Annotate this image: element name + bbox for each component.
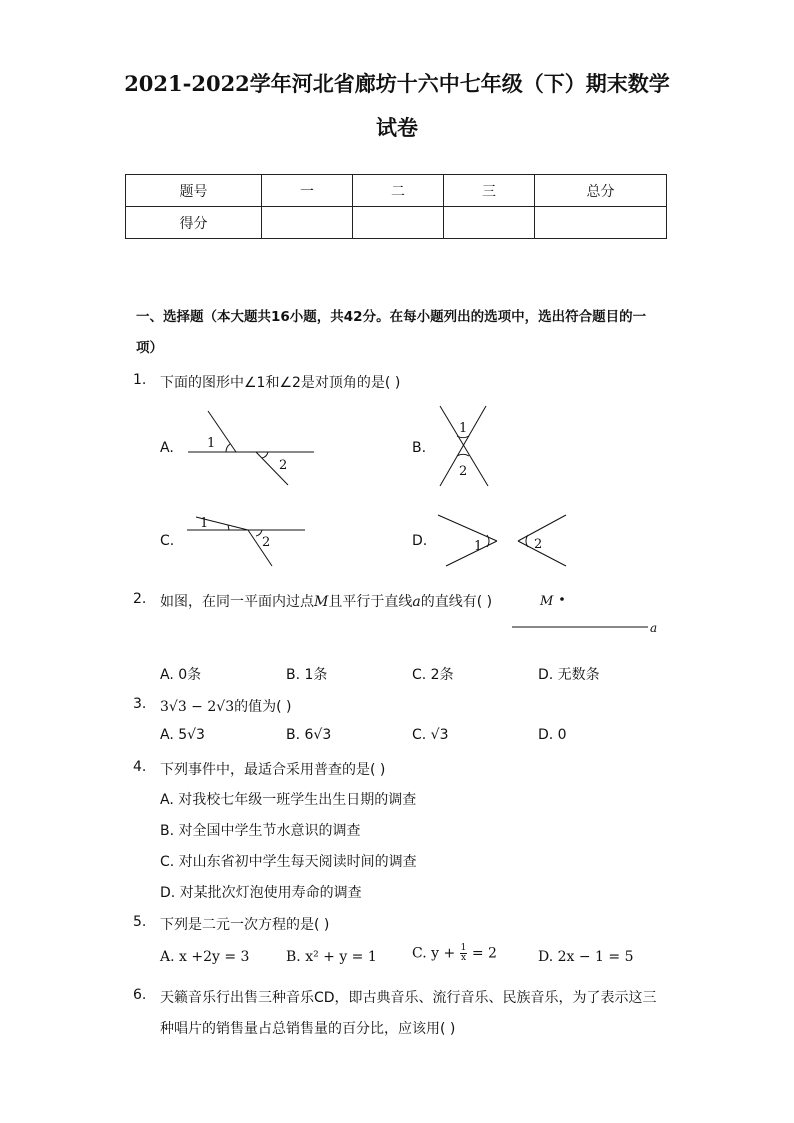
angle-label-1: 1	[474, 539, 483, 554]
score-table-header-cell: 一	[262, 175, 353, 207]
question-number: 1.	[133, 372, 147, 388]
stem-part: 如图，在同一平面内过点	[160, 594, 314, 610]
option-label[interactable]: B.	[412, 440, 427, 456]
angle-label-2: 2	[279, 458, 288, 473]
option-c-suffix: = 2	[471, 945, 497, 962]
option-a[interactable]: A. 5√3	[160, 727, 205, 743]
question-stem	[160, 696, 291, 716]
question-number: 3.	[133, 696, 147, 712]
angle-label-2: 2	[262, 535, 271, 550]
stem-part: 的值为( )	[234, 699, 292, 715]
option-d[interactable]: D. 对某批次灯泡使用寿命的调查	[160, 885, 362, 901]
option-label[interactable]: D.	[412, 533, 428, 549]
page-title-line2: 试卷	[376, 115, 418, 140]
section-desc: （本大题共16小题，共42分。在每小题列出的选项中，选出符合题目的一	[203, 309, 647, 325]
question-stem: 下列是二元一次方程的是( )	[160, 917, 330, 933]
option-a[interactable]: A. x +2y = 3	[160, 949, 250, 965]
option-c[interactable]: C. √3	[412, 727, 449, 743]
option-d[interactable]: D. 无数条	[538, 667, 600, 683]
score-table-header-cell: 三	[444, 175, 535, 207]
score-table-header-cell: 题号	[126, 175, 262, 207]
score-table-header-cell: 二	[353, 175, 444, 207]
option-c[interactable]: C. 2条	[412, 667, 454, 683]
q2-figure	[512, 597, 648, 627]
figure-d	[438, 515, 566, 566]
question-number: 2.	[133, 591, 147, 607]
angle-label-2: 2	[459, 464, 468, 479]
option-label[interactable]: A.	[160, 440, 174, 456]
question-stem	[160, 591, 492, 611]
fraction	[460, 944, 468, 963]
option-b[interactable]: B. 1条	[286, 667, 328, 683]
angle-label-2: 2	[534, 537, 543, 552]
angle-label-1: 1	[207, 436, 216, 451]
option-a[interactable]: A. 0条	[160, 667, 202, 683]
stem-part: 的直线有( )	[420, 594, 493, 610]
question-number: 6.	[133, 987, 147, 1003]
angle-label-1: 1	[200, 516, 209, 531]
score-table-row-label: 得分	[126, 207, 262, 239]
score-table-header-cell: 总分	[535, 175, 667, 207]
expression: 3√3 − 2√3	[160, 699, 235, 715]
point-m-label: M	[540, 594, 554, 609]
option-a[interactable]: A. 对我校七年级一班学生出生日期的调查	[160, 792, 417, 808]
question-number: 4.	[133, 759, 147, 775]
option-c-prefix: C. y +	[412, 945, 456, 962]
point-m: M	[314, 594, 329, 610]
option-b[interactable]: B. x² + y = 1	[286, 949, 377, 965]
fraction-numerator: 1	[460, 943, 467, 953]
question-stem: 下面的图形中∠1和∠2是对顶角的是( )	[160, 375, 401, 391]
section-desc-line2: 项）	[136, 340, 163, 356]
option-d[interactable]: D. 0	[538, 727, 567, 743]
option-c[interactable]: C. 对山东省初中学生每天阅读时间的调查	[160, 854, 417, 870]
question-stem-line1: 天籁音乐行出售三种音乐CD，即古典音乐、流行音乐、民族音乐，为了表示这三	[160, 990, 657, 1006]
option-b[interactable]: B. 6√3	[286, 727, 332, 743]
question-stem: 下列事件中，最适合采用普查的是( )	[160, 762, 386, 778]
line-a-label: a	[650, 621, 658, 635]
option-label[interactable]: C.	[160, 533, 175, 549]
angle-label-1: 1	[459, 421, 468, 436]
page-title: 2021-2022学年河北省廊坊十六中七年级（下）期末数学	[124, 71, 670, 96]
stem-part: 且平行于直线	[328, 594, 413, 610]
option-b[interactable]: B. 对全国中学生节水意识的调查	[160, 823, 361, 839]
option-c[interactable]	[412, 944, 497, 963]
line-a: a	[412, 594, 421, 610]
option-d[interactable]: D. 2x − 1 = 5	[538, 949, 634, 965]
question-number: 5.	[133, 914, 147, 930]
section-title: 一、选择题	[136, 309, 204, 325]
fraction-denominator: x	[460, 953, 467, 963]
question-stem-line2: 种唱片的销售量占总销售量的百分比，应该用( )	[160, 1021, 456, 1037]
